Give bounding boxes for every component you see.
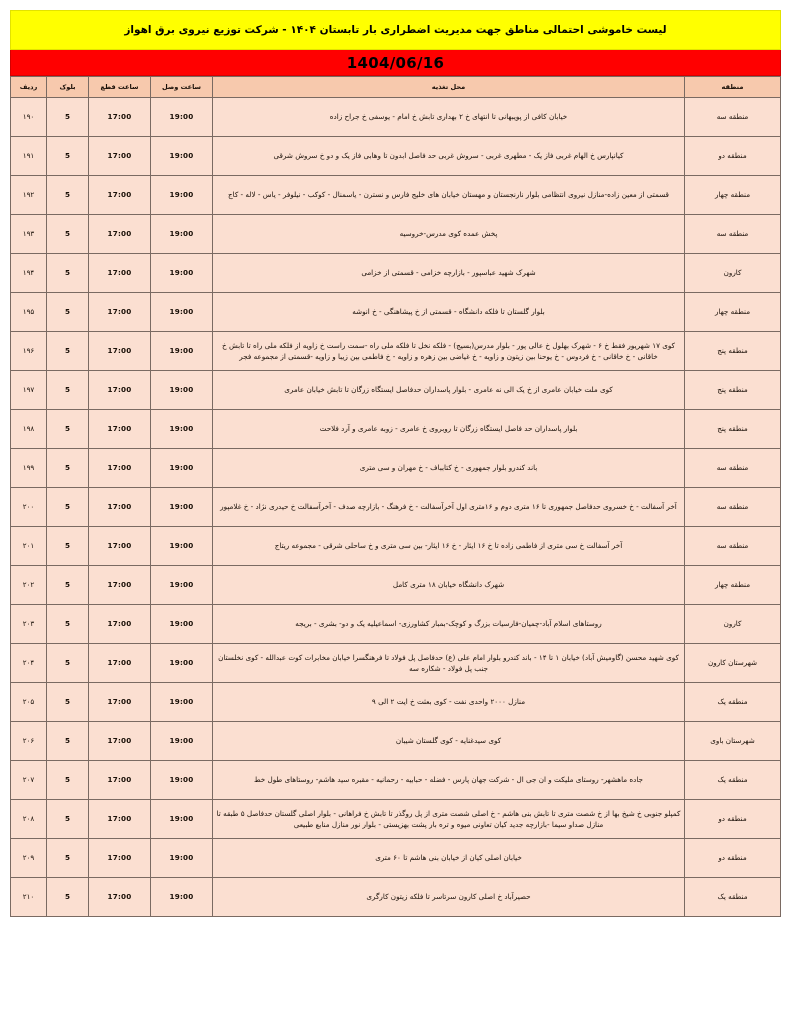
table-row [11, 449, 781, 488]
cell-block: 5 [47, 839, 89, 878]
cell-region: منطقه سه [685, 488, 781, 527]
outage-table [10, 76, 781, 917]
column-header-on-time: ساعت وصل [151, 77, 213, 98]
cell-region: منطقه چهار [685, 566, 781, 605]
table-row [11, 605, 781, 644]
cell-block: 5 [47, 683, 89, 722]
cell-radif: ۱۹۱ [11, 137, 47, 176]
cell-on-time: 19:00 [151, 527, 213, 566]
cell-radif: ۱۹۵ [11, 293, 47, 332]
cell-off-time: 17:00 [89, 371, 151, 410]
table-row [11, 761, 781, 800]
cell-address: منازل ۲۰۰۰ واحدی نفت - کوی بعثت خ ایت ۲ الی ۹ [213, 683, 685, 722]
cell-off-time: 17:00 [89, 878, 151, 917]
cell-on-time: 19:00 [151, 293, 213, 332]
column-header-off-time: ساعت قطع [89, 77, 151, 98]
table-row [11, 371, 781, 410]
cell-region: منطقه سه [685, 98, 781, 137]
cell-address: جاده ماهشهر- روستای ملیکت و ان جی ال - شرکت جهان پارس - فضله - حبابیه - رحمانیه - مقبره سید هاشم- روستاهای طول خط [213, 761, 685, 800]
cell-on-time: 19:00 [151, 488, 213, 527]
table-row [11, 215, 781, 254]
cell-address: خیابان اصلی کیان از خیابان بنی هاشم تا ۶۰ متری [213, 839, 685, 878]
cell-block: 5 [47, 137, 89, 176]
cell-region: منطقه چهار [685, 293, 781, 332]
cell-address: باند کندرو بلوار جمهوری - خ کتابباف - خ مهران و سی متری [213, 449, 685, 488]
cell-block: 5 [47, 761, 89, 800]
cell-block: 5 [47, 254, 89, 293]
cell-address: کوی سیدغنایه - کوی گلستان شیبان [213, 722, 685, 761]
table-row [11, 293, 781, 332]
table-row [11, 176, 781, 215]
cell-radif: ۲۰۰ [11, 488, 47, 527]
cell-off-time: 17:00 [89, 98, 151, 137]
cell-block: 5 [47, 605, 89, 644]
table-row [11, 98, 781, 137]
column-header-radif: ردیف [11, 77, 47, 98]
cell-address: کمپلو جنوبی خ شیخ بها از خ شصت متری تا تابش بنی هاشم - خ اصلی شصت متری از پل روگذر تا تابش خ فراهانی - بلوار اصلی گلستان حدفاصل ۵ طبقه تا منازل صداو سیما -بازارچه جدید کیان تعاونی میوه و تره بار پشت بهزیستی - بلوار نور منازل منابع طبیعی [213, 800, 685, 839]
cell-radif: ۲۰۷ [11, 761, 47, 800]
cell-block: 5 [47, 800, 89, 839]
cell-on-time: 19:00 [151, 566, 213, 605]
cell-block: 5 [47, 371, 89, 410]
table-row [11, 488, 781, 527]
cell-region: منطقه یک [685, 761, 781, 800]
table-row [11, 527, 781, 566]
document-title-banner [10, 10, 781, 50]
cell-region: کارون [685, 605, 781, 644]
cell-radif: ۱۹۴ [11, 254, 47, 293]
cell-off-time: 17:00 [89, 566, 151, 605]
cell-on-time: 19:00 [151, 605, 213, 644]
cell-address: کوی ملت خیابان عامری از خ یک الی نه عامری - بلوار پاسداران حدفاصل ایستگاه زرگان تا تابش خیابان عامری [213, 371, 685, 410]
cell-on-time: 19:00 [151, 215, 213, 254]
cell-off-time: 17:00 [89, 722, 151, 761]
cell-block: 5 [47, 215, 89, 254]
cell-region: شهرستان کارون [685, 644, 781, 683]
cell-block: 5 [47, 488, 89, 527]
cell-off-time: 17:00 [89, 839, 151, 878]
cell-off-time: 17:00 [89, 800, 151, 839]
cell-off-time: 17:00 [89, 644, 151, 683]
cell-radif: ۱۹۰ [11, 98, 47, 137]
cell-off-time: 17:00 [89, 215, 151, 254]
table-header-row [11, 77, 781, 98]
cell-block: 5 [47, 176, 89, 215]
cell-region: منطقه سه [685, 449, 781, 488]
cell-block: 5 [47, 332, 89, 371]
cell-off-time: 17:00 [89, 332, 151, 371]
cell-block: 5 [47, 566, 89, 605]
cell-on-time: 19:00 [151, 410, 213, 449]
cell-address: شهرک شهید عباسپور - بازارچه خزامی - قسمتی از خزامی [213, 254, 685, 293]
cell-off-time: 17:00 [89, 254, 151, 293]
cell-off-time: 17:00 [89, 449, 151, 488]
cell-on-time: 19:00 [151, 839, 213, 878]
cell-radif: ۲۱۰ [11, 878, 47, 917]
cell-radif: ۲۰۳ [11, 605, 47, 644]
cell-off-time: 17:00 [89, 527, 151, 566]
cell-region: منطقه دو [685, 137, 781, 176]
table-body [11, 98, 781, 917]
schedule-date: 1404/06/16 [346, 53, 445, 72]
cell-region: منطقه سه [685, 527, 781, 566]
cell-block: 5 [47, 722, 89, 761]
cell-block: 5 [47, 527, 89, 566]
cell-region: منطقه چهار [685, 176, 781, 215]
table-row [11, 878, 781, 917]
cell-on-time: 19:00 [151, 722, 213, 761]
cell-on-time: 19:00 [151, 371, 213, 410]
cell-address: کیانپارس خ الهام غربی فاز یک - مطهری غربی - سروش غربی حد فاصل ابدون تا وهابی فاز یک و دو خ سروش شرقی [213, 137, 685, 176]
cell-block: 5 [47, 410, 89, 449]
cell-on-time: 19:00 [151, 332, 213, 371]
cell-off-time: 17:00 [89, 137, 151, 176]
cell-off-time: 17:00 [89, 683, 151, 722]
column-header-block: بلوک [47, 77, 89, 98]
document-title: لیست خاموشی احتمالی مناطق جهت مدیریت اضطراری بار تابستان ۱۴۰۴ - شرکت توزیع نیروی برق اهواز [124, 23, 667, 36]
cell-radif: ۱۹۹ [11, 449, 47, 488]
cell-off-time: 17:00 [89, 488, 151, 527]
cell-off-time: 17:00 [89, 605, 151, 644]
cell-address: آخر آسفالت خ سی متری از فاطمی زاده تا خ ۱۶ ایثار - خ ۱۶ ایثار- بین سی متری و خ ساحلی شرقی - مجموعه ریتاج [213, 527, 685, 566]
cell-address: خیابان کافی از پویبهانی تا انتهای خ ۲ بهداری تابش خ امام - یوسفی خ جراح زاده [213, 98, 685, 137]
cell-address: کوی شهید محسن (گاومیش آباد) خیابان ۱ تا ۱۴ - باند کندرو بلوار امام علی (ع) حدفاصل پل فولاد تا فرهنگسرا خیابان مخابرات کوت عبدالله - کوی نخلستان جنب پل فولاد - شکاره سه [213, 644, 685, 683]
cell-address: قسمتی از معین زاده-منازل نیروی انتظامی بلوار نارنجستان و مهستان خیابان های خلیج فارس و نسترن - یاسمنال - کوکب - نیلوفر - یاس - لاله - کاج [213, 176, 685, 215]
table-row [11, 839, 781, 878]
cell-region: منطقه یک [685, 878, 781, 917]
cell-off-time: 17:00 [89, 761, 151, 800]
cell-on-time: 19:00 [151, 878, 213, 917]
column-header-region: منطقه [685, 77, 781, 98]
cell-block: 5 [47, 878, 89, 917]
cell-on-time: 19:00 [151, 98, 213, 137]
cell-region: منطقه پنج [685, 371, 781, 410]
table-row [11, 137, 781, 176]
cell-address: حصیرآباد خ اصلی کارون سرتاسر تا فلکه زیتون کارگری [213, 878, 685, 917]
cell-off-time: 17:00 [89, 176, 151, 215]
cell-region: منطقه دو [685, 839, 781, 878]
table-row [11, 410, 781, 449]
cell-block: 5 [47, 449, 89, 488]
table-row [11, 254, 781, 293]
cell-on-time: 19:00 [151, 176, 213, 215]
cell-block: 5 [47, 293, 89, 332]
cell-address: کوی ۱۷ شهریور فقط خ ۶ - شهرک بهلول خ عالی پور - بلوار مدرس(بسیج) - فلکه نخل تا فلکه ملی راه -سمت راست خ زاویه از فلکه ملی راه تا تابش خ خاقانی - خ خاقانی - خ فردوس - خ یوحنا بین زیتون و زاویه - خ غیاضی بین زهره و زاویه - خ فاطمی بین زیبا و زاویه -قسمتی از مجموعه فجر [213, 332, 685, 371]
cell-radif: ۲۰۵ [11, 683, 47, 722]
cell-on-time: 19:00 [151, 644, 213, 683]
cell-radif: ۲۰۱ [11, 527, 47, 566]
cell-region: منطقه یک [685, 683, 781, 722]
cell-on-time: 19:00 [151, 683, 213, 722]
column-header-address: محل تغذیه [213, 77, 685, 98]
cell-region: کارون [685, 254, 781, 293]
cell-radif: ۲۰۹ [11, 839, 47, 878]
cell-region: منطقه پنج [685, 332, 781, 371]
cell-region: منطقه دو [685, 800, 781, 839]
cell-address: بلوار پاسداران حد فاصل ایستگاه زرگان تا روبروی خ عامری - زوبه عامری و آرد فلاحت [213, 410, 685, 449]
cell-radif: ۱۹۳ [11, 215, 47, 254]
cell-off-time: 17:00 [89, 410, 151, 449]
table-row [11, 722, 781, 761]
cell-radif: ۱۹۸ [11, 410, 47, 449]
table-header [11, 77, 781, 98]
cell-on-time: 19:00 [151, 137, 213, 176]
cell-region: منطقه پنج [685, 410, 781, 449]
cell-on-time: 19:00 [151, 449, 213, 488]
table-row [11, 566, 781, 605]
cell-block: 5 [47, 98, 89, 137]
cell-block: 5 [47, 644, 89, 683]
cell-region: منطقه سه [685, 215, 781, 254]
cell-address: بلوار گلستان تا فلکه دانشگاه - قسمتی از خ پیشاهنگی - خ انوشه [213, 293, 685, 332]
cell-address: شهرک دانشگاه خیابان ۱۸ متری کامل [213, 566, 685, 605]
cell-address: آخر آسفالت - خ خسروی حدفاصل جمهوری تا ۱۶ متری دوم و ۱۶متری اول آخرآسفالت - خ فرهنگ - بازارچه صدف - آخرآسفالت خ حیدری نژاد - خ غلامپور [213, 488, 685, 527]
cell-radif: ۱۹۷ [11, 371, 47, 410]
cell-radif: ۲۰۴ [11, 644, 47, 683]
cell-on-time: 19:00 [151, 800, 213, 839]
cell-on-time: 19:00 [151, 254, 213, 293]
cell-radif: ۱۹۶ [11, 332, 47, 371]
cell-region: شهرستان باوی [685, 722, 781, 761]
cell-address: روستاهای اسلام آباد-چمیان-فارسیات بزرگ و کوچک-بمبار کشاورزی- اسماعیلیه یک و دو- بشری - بریجه [213, 605, 685, 644]
cell-radif: ۲۰۸ [11, 800, 47, 839]
date-banner [10, 50, 781, 76]
table-row [11, 683, 781, 722]
cell-off-time: 17:00 [89, 293, 151, 332]
table-row [11, 332, 781, 371]
cell-address: پخش عمده کوی مدرس-خروسیه [213, 215, 685, 254]
cell-radif: ۲۰۶ [11, 722, 47, 761]
cell-on-time: 19:00 [151, 761, 213, 800]
cell-radif: ۱۹۲ [11, 176, 47, 215]
table-row [11, 800, 781, 839]
cell-radif: ۲۰۲ [11, 566, 47, 605]
table-row [11, 644, 781, 683]
